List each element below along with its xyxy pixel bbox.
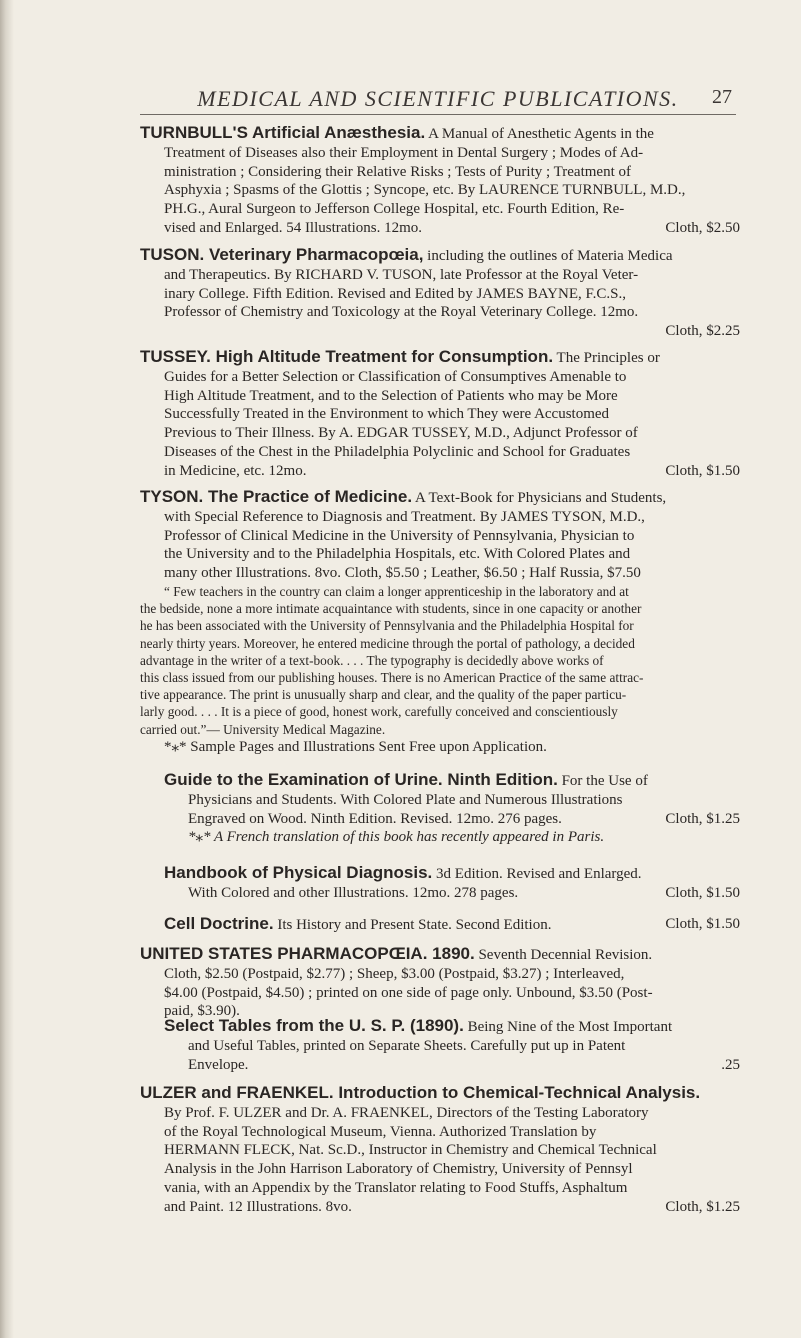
entry-text: Asphyxia ; Spasms of the Glottis ; Syncope, etc. By LAURENCE TURNBULL, M.D., xyxy=(164,182,686,199)
entry-heading: Guide to the Examination of Urine. Ninth Edition. xyxy=(164,770,558,789)
entry-text: Seventh Decennial Revision. xyxy=(478,947,653,963)
entry-heading: ULZER and FRAENKEL. Introduction to Chemical-Technical Analysis. xyxy=(140,1083,701,1102)
entry-heading: Cell Doctrine. xyxy=(164,914,274,933)
quote-line: advantage in the writer of a text-book. . . . The typography is decidedly above works of xyxy=(140,652,604,668)
entry-text: with Special Reference to Diagnosis and Treatment. By JAMES TYSON, M.D., xyxy=(164,508,645,525)
entry-text: and Useful Tables, printed on Separate Sheets. Carefully put up in Patent xyxy=(188,1037,626,1054)
quote-line: tive appearance. The print is unusually sharp and clear, and the quality of the paper particu- xyxy=(140,687,627,703)
running-title: MEDICAL AND SCIENTIFIC PUBLICATIONS. xyxy=(197,86,679,111)
entry-text: Professor of Chemistry and Toxicology at the Royal Veterinary College. 12mo. xyxy=(164,304,639,321)
review-quote xyxy=(140,583,740,738)
quote-line: the bedside, none a more intimate acquaintance with students, since in one capacity or another xyxy=(140,601,642,617)
entry-tussey xyxy=(140,348,740,481)
entry-text: paid, $3.90). xyxy=(164,1003,240,1020)
entry-text: Its History and Present State. Second Edition. xyxy=(277,917,552,933)
entry-urine-guide xyxy=(164,771,740,847)
running-head xyxy=(140,86,736,115)
entry-text: Professor of Clinical Medicine in the University of Pennsylvania, Physician to xyxy=(164,527,635,544)
entry-text: Analysis in the John Harrison Laboratory of Chemistry, University of Pennsyl xyxy=(164,1161,633,1178)
entry-text: HERMANN FLECK, Nat. Sc.D., Instructor in Chemistry and Chemical Technical xyxy=(164,1142,657,1159)
entry-text: High Altitude Treatment, and to the Selection of Patients who may be More xyxy=(164,387,618,404)
entry-text: inary College. Fifth Edition. Revised and Edited by JAMES BAYNE, F.C.S., xyxy=(164,285,626,302)
entry-text: Successfully Treated in the Environment to which They were Accustomed xyxy=(164,406,610,423)
entry-text: For the Use of xyxy=(561,773,648,789)
entry-price: Cloth, $1.25 xyxy=(665,810,740,827)
entry-text: Cloth, $2.50 (Postpaid, $2.77) ; Sheep, $3.00 (Postpaid, $3.27) ; Interleaved, xyxy=(164,965,625,982)
sample-notice: *⁎* Sample Pages and Illustrations Sent Free upon Application. xyxy=(164,738,547,755)
entry-text: Being Nine of the Most Important xyxy=(467,1019,673,1035)
entry-text: 3d Edition. Revised and Enlarged. xyxy=(436,866,642,882)
entry-price: Cloth, $1.50 xyxy=(665,884,740,901)
entry-text: and Paint. 12 Illustrations. 8vo. xyxy=(164,1198,352,1215)
entry-price: .25 xyxy=(721,1056,740,1073)
entry-heading: TURNBULL'S Artificial Anæsthesia. xyxy=(140,123,426,142)
quote-line: this class issued from our publishing houses. There is no American Practice of the same attrac- xyxy=(140,670,644,685)
entry-text: in Medicine, etc. 12mo. xyxy=(164,462,307,479)
entry-text: Guides for a Better Selection or Classification of Consumptives Amenable to xyxy=(164,368,627,385)
entry-text: vised and Enlarged. 54 Illustrations. 12mo. xyxy=(164,219,423,236)
page-number: 27 xyxy=(712,86,732,108)
quote-line: he has been associated with the University of Pennsylvania and the Philadelphia Hospital for xyxy=(140,618,634,634)
entry-price: Cloth, $1.50 xyxy=(665,462,740,479)
entry-heading: UNITED STATES PHARMACOPŒIA. 1890. xyxy=(140,944,475,963)
entry-heading: Handbook of Physical Diagnosis. xyxy=(164,863,433,882)
entry-text: Envelope. xyxy=(188,1056,249,1073)
quote-line: larly good. . . . It is a piece of good, honest work, carefully conceived and conscientiously xyxy=(140,704,618,720)
entry-text: Engraved on Wood. Ninth Edition. Revised. 12mo. 276 pages. xyxy=(188,810,562,827)
entry-price: Cloth, $1.50 xyxy=(665,916,740,932)
entry-text: Previous to Their Illness. By A. EDGAR TUSSEY, M.D., Adjunct Professor of xyxy=(164,425,638,442)
entry-ulzer-fraenkel xyxy=(140,1084,740,1217)
entry-price: Cloth, $2.50 xyxy=(665,219,740,236)
entry-text: With Colored and other Illustrations. 12mo. 278 pages. xyxy=(188,884,519,901)
translation-note: *⁎* A French translation of this book has recently appeared in Paris. xyxy=(188,829,605,846)
entry-cell-doctrine xyxy=(164,915,740,935)
quote-line: nearly thirty years. Moreover, he entered medicine through the portal of pathology, a decided xyxy=(140,635,635,651)
entry-text: By Prof. F. ULZER and Dr. A. FRAENKEL, Directors of the Testing Laboratory xyxy=(164,1104,649,1121)
entry-text: and Therapeutics. By RICHARD V. TUSON, late Professor at the Royal Veter- xyxy=(164,266,639,283)
entry-text: the University and to the Philadelphia Hospitals, etc. With Colored Plates and xyxy=(164,546,631,563)
entry-text: A Manual of Anesthetic Agents in the xyxy=(428,126,654,142)
entry-physical-diagnosis xyxy=(164,864,740,903)
entry-text: many other Illustrations. 8vo. Cloth, $5.50 ; Leather, $6.50 ; Half Russia, $7.50 xyxy=(164,565,641,582)
entry-tuson xyxy=(140,246,740,341)
entry-tyson-practice xyxy=(140,488,740,757)
entry-text: Treatment of Diseases also their Employment in Dental Surgery ; Modes of Ad- xyxy=(164,144,644,161)
page-edge-shadow xyxy=(0,0,14,1338)
entry-text: including the outlines of Materia Medica xyxy=(427,248,673,264)
entry-heading: TYSON. The Practice of Medicine. xyxy=(140,487,413,506)
entry-heading: TUSON. Veterinary Pharmacopœia, xyxy=(140,245,424,264)
entry-price: Cloth, $1.25 xyxy=(665,1198,740,1215)
entry-select-tables xyxy=(164,1017,740,1074)
entry-heading: TUSSEY. High Altitude Treatment for Consumption. xyxy=(140,347,554,366)
quote-line: carried out.”— University Medical Magazine. xyxy=(140,721,386,737)
entry-text: Physicians and Students. With Colored Plate and Numerous Illustrations xyxy=(188,791,623,808)
entry-text: $4.00 (Postpaid, $4.50) ; printed on one side of page only. Unbound, $3.50 (Post- xyxy=(164,984,653,1001)
entry-turnbull xyxy=(140,124,740,238)
entry-text: vania, with an Appendix by the Translator relating to Food Stuffs, Asphaltum xyxy=(164,1179,628,1196)
quote-line: “ Few teachers in the country can claim a longer apprenticeship in the laboratory and at xyxy=(164,583,629,599)
entry-text: Diseases of the Chest in the Philadelphia Polyclinic and School for Graduates xyxy=(164,443,631,460)
entry-text: PH.G., Aural Surgeon to Jefferson College Hospital, etc. Fourth Edition, Re- xyxy=(164,201,625,218)
entry-text: of the Royal Technological Museum, Vienna. Authorized Translation by xyxy=(164,1123,597,1140)
entry-price: Cloth, $2.25 xyxy=(665,323,740,340)
entry-text: The Principles or xyxy=(556,350,660,366)
entry-text: A Text-Book for Physicians and Students, xyxy=(415,490,667,506)
entry-usp-1890 xyxy=(140,945,740,1021)
entry-heading: Select Tables from the U. S. P. (1890). xyxy=(164,1016,464,1035)
entry-text: ministration ; Considering their Relative Risks ; Tests of Purity ; Treatment of xyxy=(164,163,631,180)
